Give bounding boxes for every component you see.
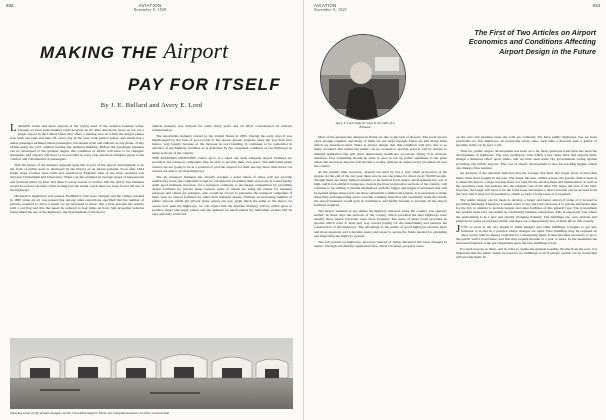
right-column-1 — [314, 135, 447, 415]
byline: By J. E. Bullard and Avery E. Lord — [100, 102, 203, 109]
paragraph: Most of the present-day dangers in flying are due to the lack of airports. The ports are not close enough together, and many of them are not large enough. There are still many ships which are heavier-to-land. There is always danger that this condition will give rise to so many accidents that unless the public can be aroused to provide ports it will be unwise to demand legislation that will place unnecessary handicaps on private flying. It is obvious, therefore, how something should be done at once to stir up public sentiment to the point where the necessary airports will become a reality, perhaps an airport every ten miles all over the country. — [314, 135, 447, 169]
paragraph: The public money can be made to develop a larger and better airport if some of it is used in providing buildings. Therefore it seems wiser to buy the land and lease it to private enterprise than for the city to attempt to provide hangar and other facilities of this general type. The government has seldom been very successful in conducting business enterprises. This is especially true where the undertaking is in a new and rapidly changing industry. The buildings are, very seldom, and plants have rarely proved successful, and there are comparatively few of them left in this country. — [456, 197, 597, 223]
page-number-right: 933 — [592, 3, 600, 8]
running-head-left — [110, 3, 190, 13]
article-title-line-1 — [40, 38, 228, 64]
paragraph: An analysis of the situation indicates that the average city must buy larger areas of land than many cities have bought in the past. The larger the area, within reason, the greater chance there is to make the airport a large revenue field, not only till the development and maintenance as well as the operating costs, but perhaps also the original cost of the land. The larger the area of the land, however, the larger will have to be the bond issue and unless a direct revenue can be secured from the very start it may not be possible to obtain so large a bond issue as is required. — [456, 171, 597, 197]
paragraph: on the cars and gasoline taxes the tolls are collected. We have public highways, but we have practically no free highways. In practically every state, each time a motorist puts a gallon of gasoline in his car he pays a toll. — [456, 135, 597, 148]
title-script-word: Airport — [163, 38, 229, 63]
running-head-right — [314, 3, 374, 13]
paragraph: The air transport business has already reached a point where if cities will not provide satisfactory ports, the companies would be warranted in providing their own ports. It would hardly seem good business, however, for a transport company to encourage competition by providing airport facilities for private plane owners, some of whom are using the planes for business purposes and others for pleasure, who would be forced to patronize the transport companies if there were no airport facilities for other than transport planes. Without an increasing number of public airports which the private plane owner can use, again much the same as the motor car owner now uses the highways, we can expect that the airplane industry will be called upon to produce larger and larger planes and the demand for small planes for individual owners will be very seriously restricted. — [152, 174, 292, 216]
hangars-photo-image — [10, 338, 293, 409]
right-column-2 — [456, 135, 597, 415]
paragraph: The toll system on highways, however, instead of being discarded has been changed in nature. Through automobile registration fees, drivers' licenses, property taxes — [314, 239, 447, 248]
paragraph: That the future of the industry depends upon this is part of the airport development to be the form of public ports is discussed by the history of an inland systems. Soon after 1824 steam stage coaches were built and operated in England. One of the lines operated was between Cheltenham and Gloucester. These coaches attained an average speed of between ten and fourteen miles an hour and there is every reason to believe that the motor bus business would soon have secured a firm footing had the steam coach lines not been forced the use of the highways. — [10, 163, 144, 192]
paragraph: JUST as soon as the city begins to build hangars and other buildings it begins to get into business. It is also in a position where changes are rapid. New buildings may be required on short notice with no money available for constructing them. It then becomes necessary to go to the public with a bond issue, and this may require months or a year or more. In the meantime the increased business at the port dependent upon the new buildings is lost. — [456, 222, 597, 246]
portrait-caption: Avery E. Lord ready for work in the cabin of a Travelair — [335, 121, 395, 129]
page-number-left: 932 — [6, 3, 14, 8]
title-part-1: MAKING THE — [40, 43, 164, 62]
running-head-date: November 9, 1929 — [133, 8, 167, 12]
paragraph: THE AVIATION INDUSTRY cannot grow at a rapid rate until adequate airport facilities are provided. Air transport companies may be able to provide their own ports. The individual plane owners are not going to be in a position to provide airports for their use any more than motor car owners are able to provide highways. — [152, 156, 292, 173]
paragraph: The automobile industry started in the United States in 1895. During the early days it was handicapped by the lack of good roads. It has shown greater progress since the war than ever before, very largely because of the increase in road building. It continues to be somewhat in advance of the highway facilities as is indicated by the congested condition of our highways in many sections of the country. — [152, 133, 292, 155]
paragraph: vehicle industry was delayed for some thirty years and all effort concentrated on railroad transportation. — [152, 124, 292, 133]
drop-cap: J — [456, 222, 461, 235]
paragraph: LARGER, better and more airports is the crying need of the aviation industry today. Though we have been making rapid progress in all other directions, more or not yet a single airport in the United States that offers a landing area on which the largest planes now built can land and take off, every day in the year, with perfect safety, and which has a union passenger terminal where passengers can debark from and embark on any plane, of any airline using the port, without leaving the terminal building. Before the passenger business can be developed to the greatest degree this condition of affairs will have to be changed. Adequate, safe airports will have to be provided at every stop and more attention given to the comfort and convenience of passengers. — [10, 124, 144, 162]
article-deck: The First of Two Articles on Airport Economics and Conditions Affecting Airport Design in the Future — [468, 28, 596, 56]
running-head-date: November 9, 1929 — [314, 8, 347, 12]
paragraph: Obstructive legislation was passed. Prohibitive tolls were charged and the climax reached in 1865 when an act was passed that among other restrictions specified that the number of persons required to drive a steam car be increased to three, that a man precede the vehicle with a red flag and that the speed be reduced to four miles an hour. Self-propelled vehicles being timed the use of the highways, the development of the motor — [10, 193, 144, 215]
paragraph: Thus far, public airport development has been on a far more generous basis than has been the development of highways. The very profligacy with which a few cities have had airports built, though a deterrent effect upon others, and we have seen some city governments voting against providing city public airports. The cost of airport development is also far-reaching higher, which also makes cities hesitate. — [456, 149, 597, 170]
left-column-1 — [10, 124, 144, 334]
paragraph: For such reasons as these, and in order to realize the greatest possible income from the port, it is important that the public funds be used for no buildings at all if private capital can be found that will provide them. In — [456, 246, 597, 260]
running-head-title: AVIATION — [138, 3, 162, 8]
photo-caption: Showing some of the private hangars at the Cleveland Airport. These are completed and are in other construction — [10, 411, 170, 415]
drop-cap: L — [10, 124, 17, 134]
portrait-photo — [320, 34, 406, 120]
right-page — [303, 0, 606, 420]
paragraph: At the present time, however, airports are used by but a very small proportion of the people. At the end of the last year there was in use one plane for about every 50,000 people. Though there are many indirect benefits to be derived from airport developments the cost is high, and it is doubtful if taxpayers, even in the most progressive sections of the country, will continue to be willing to burden themselves with the bigger and bigger bond issues that will be needed unless these ports can show substantial commercial returns. It is necessary to make these fully self-supporting and to provide a sinking fund that will eventually retire the bonds, the airport business would gain in confidence, and hardly hesitate to provide all the airport facilities required. — [314, 169, 447, 208]
portrait-photo-image — [321, 35, 406, 120]
running-head-title: AVIATION — [314, 3, 337, 8]
left-column-2 — [152, 124, 292, 334]
paragraph: The airport situation is not unlike the highway situation when the country was sparsely settled. In those days the sections of the country which provided the best highways were usually those where toll-roads were most frequent. The users of these roads provided an income which went at least part way toward paying for the maintaining and perhaps the construction of the highways. The advantage to the public of good highways became more and more apparent, and it became easier and easier to secure the funds needed for extending and improving the highway system. — [314, 208, 447, 238]
article-title-line-2: PAY FOR ITSELF — [128, 75, 281, 94]
hangars-photo — [10, 338, 293, 409]
